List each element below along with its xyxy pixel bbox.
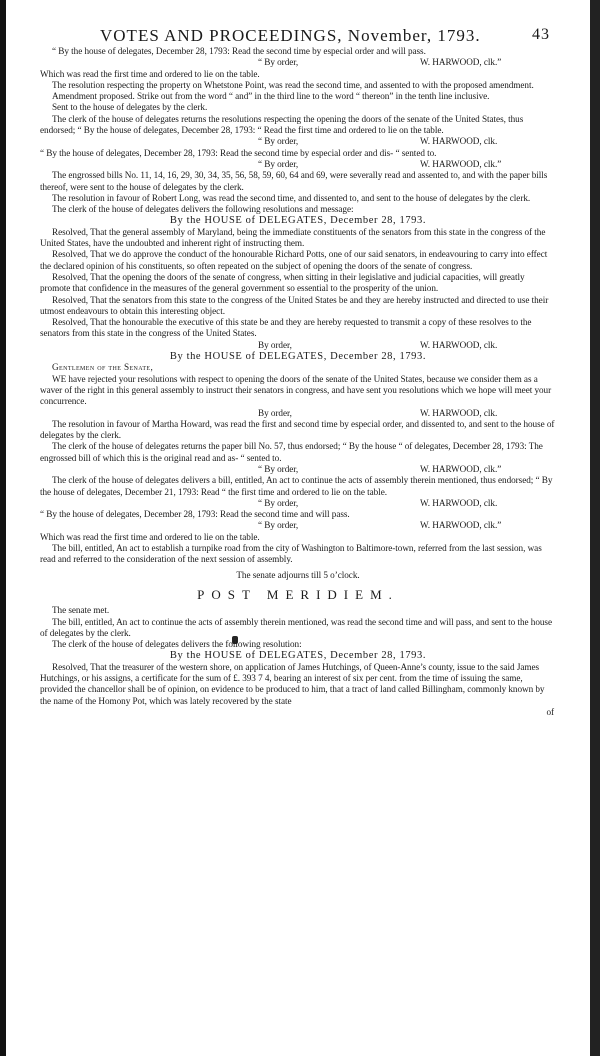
signature-name: W. HARWOOD, clk.”	[420, 520, 502, 531]
section-heading: By the HOUSE of DELEGATES, December 28, 1793.	[169, 351, 427, 363]
signature-by: “ By order,	[258, 520, 299, 531]
signature-line	[40, 57, 556, 68]
paragraph: Sent to the house of delegates by the clerk.	[52, 102, 208, 113]
signature-line	[40, 136, 556, 147]
paragraph: The resolution in favour of Robert Long, was read the second time, and dissented to, and sent to the house of delegates by the clerk.	[52, 192, 531, 203]
paragraph: The clerk of the house of delegates returns the paper bill No. 57, thus endorsed; “ By the house “ of delegates, December 28, 1793: The engrossed bill of which this is the original read and as- “ sented to.	[40, 441, 543, 463]
signature-line	[40, 159, 556, 170]
paragraph: Which was read the first time and ordered to lie on the table.	[40, 68, 260, 79]
paragraph: The bill, entitled, An act to continue the acts of assembly therein mentioned, was read the second time and will pass, and sent to the house of delegates by the clerk.	[40, 616, 552, 638]
signature-name: W. HARWOOD, clk.”	[420, 463, 502, 474]
post-meridiem-heading: POST MERIDIEM.	[197, 586, 399, 602]
resolution: Resolved, That we do approve the conduct of the honourable Richard Potts, one of our said senators, in endeavouring to carry into effect the declared opinion of his constituents, so often repeated on the subject of opening the doors of the senate of congress.	[40, 249, 548, 271]
paragraph: The senate met.	[52, 605, 110, 616]
section-heading: By the HOUSE of DELEGATES, December 28, 1793.	[169, 215, 427, 227]
paragraph: “ By the house of delegates, December 28, 1793: Read the second time by especial order and will pass.	[52, 46, 426, 56]
running-title: VOTES AND PROCEEDINGS, November, 1793.	[100, 26, 481, 45]
paragraph: The clerk of the house of delegates delivers the following resolutions and message:	[52, 204, 354, 215]
resolution: Resolved, That the treasurer of the western shore, on application of James Hutchings, of Queen-Anne’s county, issue to the said James Hutchings, or his assigns, a certificate for the sum of £. 393 7 4, bearing an interest of six per cent. from the time of issuing the same, provided the chancellor shall be of opinion, on evidence to be produced to him, that a tract of land called Billingham, commonly known by the name of the Homony Pot, which was lately recovered by the state	[40, 661, 545, 706]
paragraph: The clerk of the house of delegates delivers a bill, entitled, An act to continue the acts of assembly therein mentioned, thus endorsed; “ By the house of delegates, December 21, 1793: Read “ the first time and ordered to lie on the table.	[40, 475, 553, 497]
paragraph: The engrossed bills No. 11, 14, 16, 29, 30, 34, 35, 56, 58, 59, 60, 64 and 69, were severally read and assented to, and with the paper bills thereof, were sent to the house of delegates by the clerk.	[40, 170, 548, 192]
page-header	[100, 26, 550, 46]
salutation: Gentlemen of the Senate,	[52, 362, 154, 373]
signature-name: W. HARWOOD, clk.”	[420, 158, 502, 169]
signature-name: W. HARWOOD, clk.”	[420, 57, 502, 68]
signature-by: By order,	[258, 339, 292, 350]
signature-line	[40, 464, 556, 475]
signature-by: “ By order,	[258, 463, 299, 474]
catchword: of	[546, 706, 554, 717]
scan-edge-left	[0, 0, 6, 1056]
paragraph: The resolution in favour of Martha Howard, was read the first and second time by especial order, and dissented to, and sent to the house of delegates by the clerk.	[40, 418, 555, 441]
resolution: Resolved, That the opening the doors of the senate of congress, when sitting in their legislative and judicial capacities, will greatly promote that confidence in the measures of the general government so essential to the prosperity of the union.	[40, 271, 525, 294]
paragraph: Amendment proposed. Strike out from the word “ and” in the third line to the word “ thereon” in the tenth line inclusive.	[52, 91, 490, 102]
paragraph: The clerk of the house of delegates delivers the following resolution:	[52, 639, 302, 650]
signature-line	[40, 520, 556, 531]
adjournment-line: The senate adjourns till 5 o’clock.	[236, 569, 360, 580]
page-number: 43	[532, 26, 550, 43]
signature-by: “ By order,	[258, 136, 299, 147]
message: WE have rejected your resolutions with respect to opening the doors of the senate of the United States, because we consider them as a waver of the right in this general assembly to instruct their senators in congress, and have sent you resolutions which we hope will meet your concurrence.	[40, 373, 552, 407]
resolution: Resolved, That the general assembly of Maryland, being the immediate constituents of the senators from this state in the congress of the United States, have the undoubted and inherent right of instructing them.	[40, 226, 546, 249]
signature-line	[40, 408, 556, 419]
signature-by: “ By order,	[258, 497, 299, 508]
signature-by: “ By order,	[258, 57, 299, 68]
signature-line	[40, 498, 556, 509]
resolution: Resolved, That the senators from this state to the congress of the United States be and they are hereby instructed and directed to use their utmost endeavours to obtain this interesting object.	[40, 294, 549, 316]
scan-edge-right	[590, 0, 600, 1056]
paragraph: The resolution respecting the property on Whetstone Point, was read the second time, and assented to with the proposed amendment.	[52, 79, 534, 90]
signature-line	[40, 340, 556, 351]
paragraph: Which was read the first time and ordered to lie on the table.	[40, 531, 260, 542]
section-heading: By the HOUSE of DELEGATES, December 28, 1793.	[169, 650, 427, 662]
resolution: Resolved, That the honourable the executive of this state be and they are hereby requested to transmit a copy of these resolves to the senators from this state in the congress of the United States.	[40, 317, 532, 339]
signature-name: W. HARWOOD, clk.	[420, 339, 498, 350]
paragraph: The clerk of the house of delegates returns the resolutions respecting the opening the doors of the senate of the United States, thus endorsed; “ By the house of delegates, December 28, 1793: “ Read the first time and ordered to lie on the table.	[40, 113, 524, 136]
signature-name: W. HARWOOD, clk.	[420, 407, 498, 418]
signature-by: By order,	[258, 407, 292, 418]
signature-name: W. HARWOOD, clk.	[420, 497, 498, 508]
page-body	[40, 46, 556, 718]
paragraph: “ By the house of delegates, December 28, 1793: Read the second time by especial order and dis- “ sented to.	[40, 147, 437, 158]
signature-by: “ By order,	[258, 158, 299, 169]
paragraph: “ By the house of delegates, December 28, 1793: Read the second time and will pass.	[40, 509, 350, 520]
paragraph: The bill, entitled, An act to establish a turnpike road from the city of Washington to Baltimore-town, referred from the last session, was read and referred to the consideration of the next session of assembly.	[40, 543, 542, 565]
signature-name: W. HARWOOD, clk.	[420, 136, 498, 147]
